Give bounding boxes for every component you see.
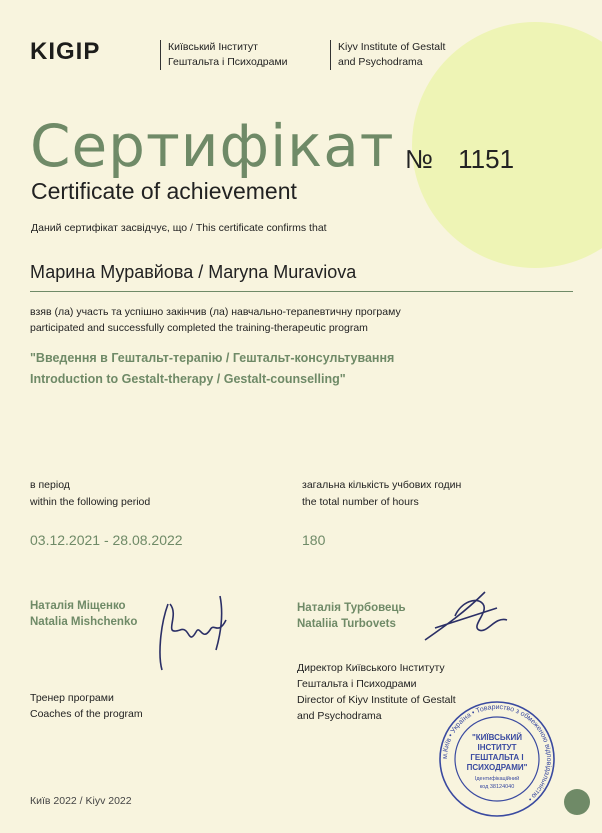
director-name	[297, 600, 406, 632]
director-role-en-line1: Director of Kiyv Institute of Gestalt	[297, 694, 456, 706]
org-name-en-line1: Kiyv Institute of Gestalt	[338, 41, 446, 53]
director-role	[297, 660, 456, 724]
certificate-subtitle: Certificate of achievement	[31, 178, 297, 204]
stamp-line1: "КИЇВСЬКИЙ	[471, 733, 523, 742]
number-value: 1151	[458, 144, 515, 174]
stamp-line4: ПСИХОДРАМИ"	[466, 763, 528, 772]
period-value: 03.12.2021 - 28.08.2022	[30, 532, 183, 548]
period-label-en: within the following period	[30, 496, 151, 508]
director-role-ua-line2: Гештальта і Психодрами	[297, 678, 417, 690]
org-name-ua-line1: Київський Інститут	[168, 41, 258, 53]
stamp-line3: ГЕШТАЛЬТА І	[470, 753, 524, 762]
stamp-ring-text: м.Київ • Україна • Товариство з обмеженою відповідальністю •	[441, 703, 553, 803]
kigip-logo: KIGIP	[30, 38, 101, 65]
footer-place-date: Київ 2022 / Kiyv 2022	[30, 795, 132, 807]
director-role-en-line2: and Psychodrama	[297, 710, 382, 722]
program-name-ua: "Введення в Гештальт-терапію / Гештальт-консультування	[30, 351, 395, 365]
coach-name	[30, 598, 137, 630]
coach-role-ua: Тренер програми	[30, 692, 114, 704]
org-name-en-line2: and Psychodrama	[338, 56, 423, 68]
header-divider	[160, 40, 161, 70]
coach-role	[30, 690, 143, 722]
coach-role-en: Coaches of the program	[30, 708, 143, 720]
director-signature	[415, 582, 515, 652]
coach-name-ua: Наталія Міщенко	[30, 600, 126, 612]
stamp-line2: ІНСТИТУТ	[477, 743, 517, 752]
hours-label-en: the total number of hours	[302, 496, 419, 508]
coach-signature	[150, 586, 240, 678]
divider-line	[30, 291, 573, 292]
decorative-dot	[564, 789, 590, 815]
coach-name-en: Natalia Mishchenko	[30, 616, 138, 628]
program-name-en: Introduction to Gestalt-therapy / Gestalt-counselling"	[30, 372, 346, 386]
confirms-text: Даний сертифікат засвідчує, що / This certificate confirms that	[31, 222, 327, 234]
institute-stamp	[434, 700, 560, 818]
period-label-ua: в період	[30, 479, 70, 491]
hours-label-ua: загальна кількість учбових годин	[302, 479, 462, 491]
participated-en: participated and successfully completed the training-therapeutic program	[30, 322, 368, 334]
org-name-ua-line2: Гештальта і Психодрами	[168, 56, 288, 68]
header-divider	[330, 40, 331, 70]
stamp-line6: код 38124040	[479, 784, 515, 790]
stamp-line5: Ідентифікаційний	[474, 776, 520, 782]
org-name-ua	[168, 40, 288, 70]
director-role-ua-line1: Директор Київського Інституту	[297, 662, 445, 674]
certificate-title: Сертифікат	[30, 112, 395, 180]
certificate-number	[405, 144, 514, 175]
hours-value: 180	[302, 532, 326, 548]
participated-ua: взяв (ла) участь та успішно закінчив (ла) навчально-терапевтичну програму	[30, 306, 401, 318]
number-sign: №	[405, 144, 433, 174]
org-name-en	[338, 40, 445, 70]
recipient-name: Марина Муравйова / Maryna Muraviova	[30, 262, 357, 282]
director-name-ua: Наталія Турбовець	[297, 602, 406, 614]
director-name-en: Nataliia Turbovets	[297, 618, 396, 630]
